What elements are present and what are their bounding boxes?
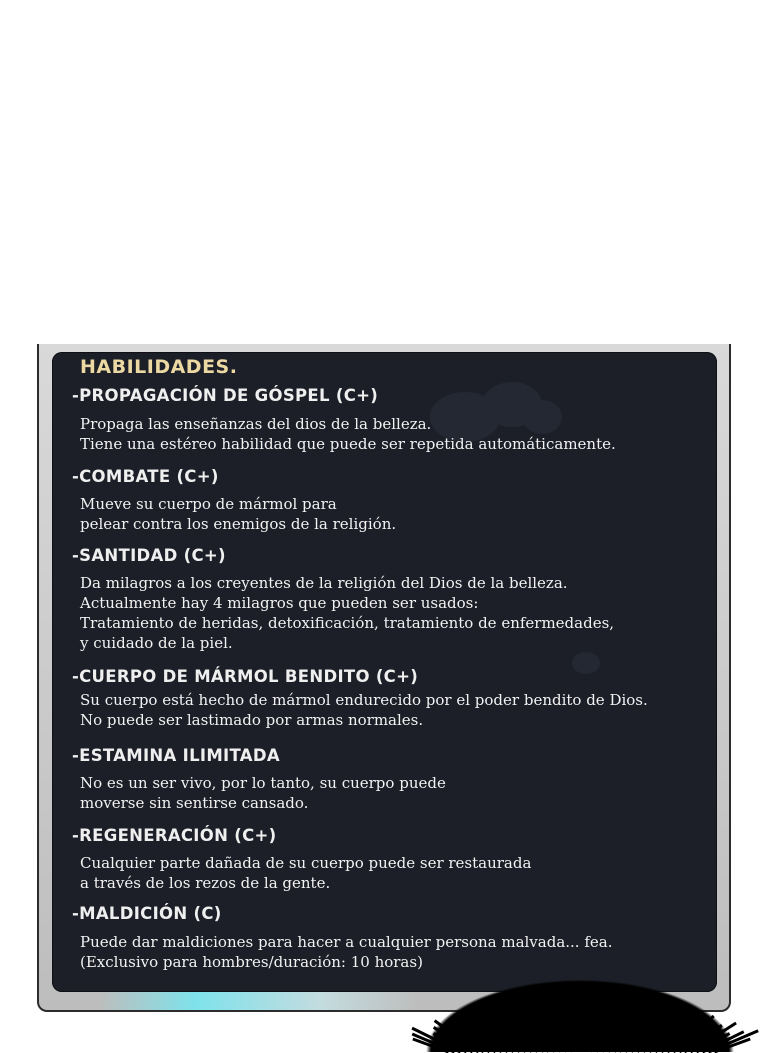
section-text-combat: Mueve su cuerpo de mármol para pelear contra los enemigos de la religión. [80, 495, 397, 533]
ink-spike [589, 1014, 595, 1052]
ink-spike [576, 1006, 580, 1052]
section-text-regeneration: Cualquier parte dañada de su cuerpo puede ser restaurada a través de los rezos de la gente. [80, 854, 532, 892]
panel-heading: HABILIDADES. [80, 356, 238, 378]
section-title-sanctity: -SANTIDAD (C+) [72, 546, 226, 565]
section-title-combat: -COMBATE (C+) [72, 467, 219, 486]
section-text-marble-body: Su cuerpo está hecho de mármol endurecido por el poder bendito de Dios. No puede ser lastimado por armas normales. [80, 691, 648, 729]
section-title-regeneration: -REGENERACIÓN (C+) [72, 826, 277, 845]
section-title-gospel: -PROPAGACIÓN DE GÓSPEL (C+) [72, 386, 379, 405]
section-title-marble-body: -CUERPO DE MÁRMOL BENDITO (C+) [72, 667, 419, 686]
ink-splash-decoration [410, 972, 750, 1052]
ink-spike [568, 1014, 574, 1052]
ink-spike [583, 998, 587, 1052]
skills-panel [52, 352, 717, 992]
section-title-curse: -MALDICIÓN (C) [72, 904, 222, 923]
section-text-stamina: No es un ser vivo, por lo tanto, su cuerpo puede moverse sin sentirse cansado. [80, 774, 446, 812]
section-text-gospel: Propaga las enseñanzas del dios de la belleza. Tiene una estéreo habilidad que puede ser repetida automáticamente. [80, 415, 616, 453]
background-blob [572, 652, 600, 674]
section-text-curse: Puede dar maldiciones para hacer a cualquier persona malvada... fea. (Exclusivo para hombres/duración: 10 horas) [80, 933, 613, 971]
section-title-stamina: -ESTAMINA ILIMITADA [72, 746, 280, 765]
section-text-sanctity: Da milagros a los creyentes de la religión del Dios de la belleza. Actualmente hay 4 milagros que pueden ser usados: Tratamiento de heridas, detoxificación, tratamiento de enfermedades, y cuidado de la piel. [80, 574, 615, 652]
